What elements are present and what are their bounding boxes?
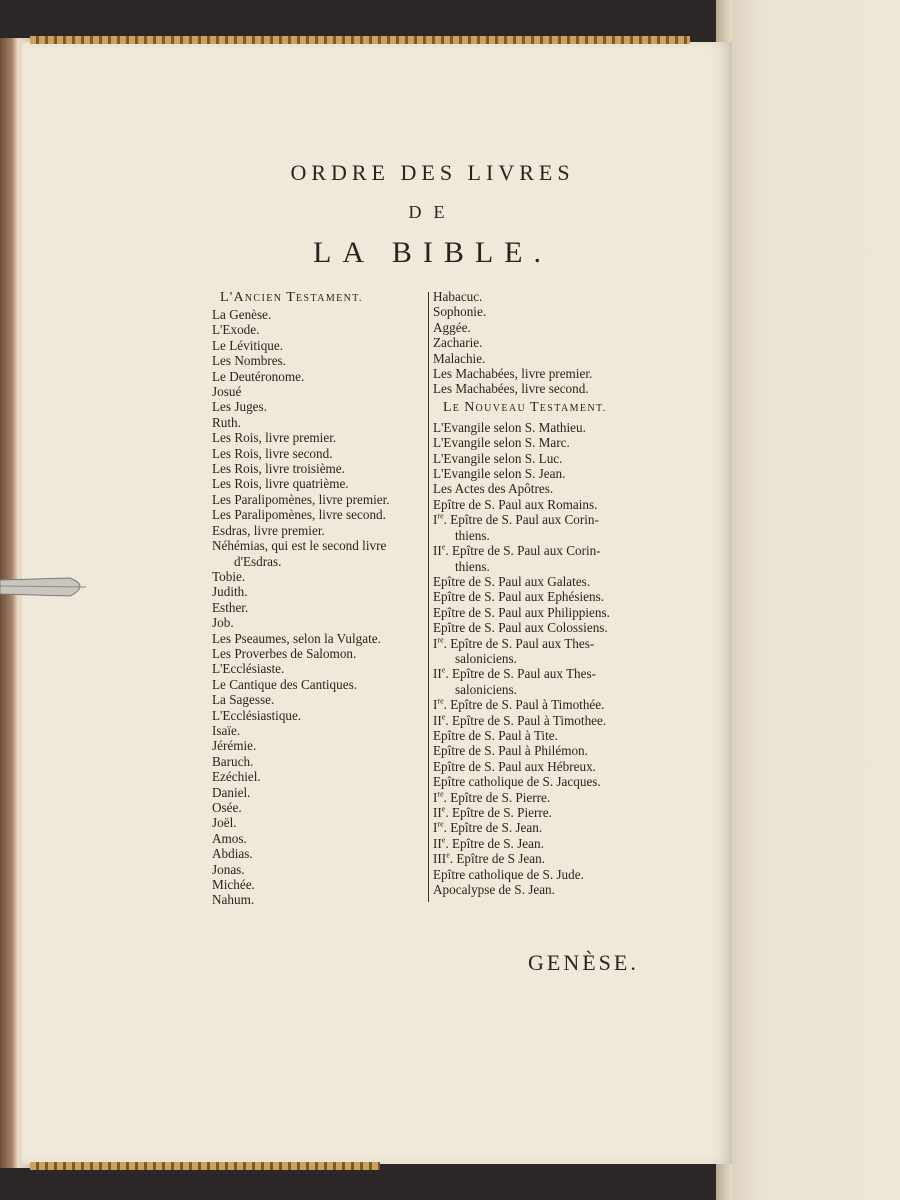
list-item: Sophonie. (433, 304, 487, 320)
list-item: L'Evangile selon S. Mathieu. (433, 419, 586, 435)
list-item: Les Rois, livre troisième. (212, 461, 345, 477)
right-column (433, 289, 658, 897)
ordinal-numeral: I (433, 697, 438, 713)
old-testament-column (212, 289, 427, 908)
list-item: Ezéchiel. (212, 769, 261, 785)
list-item: Isaïe. (212, 722, 241, 738)
list-item: Malachie. (433, 350, 486, 366)
ordinal-suffix: re (437, 696, 444, 706)
list-item: Epître de S. Paul à Tite. (433, 727, 558, 743)
list-item: Epître de S. Paul aux Romains. (433, 496, 598, 512)
gilt-border (30, 36, 690, 44)
list-item: Les Proverbes de Salomon. (212, 645, 357, 661)
list-item-continuation: saloniciens. (455, 681, 517, 697)
page-title-connector: DE (408, 202, 457, 222)
list-item: Epître de S. Paul aux Galates. (433, 573, 591, 589)
list-item: Zacharie. (433, 335, 483, 351)
list-item: Epître de S. Paul aux Philippiens. (433, 604, 610, 620)
ordinal-suffix: e (446, 850, 450, 860)
bookmark-ribbon-icon (0, 572, 92, 602)
list-item: Le Cantique des Cantiques. (212, 676, 358, 692)
list-item: Les Rois, livre premier. (212, 430, 337, 446)
list-item-continuation: thiens. (455, 527, 490, 543)
list-item: Judith. (212, 584, 248, 600)
ordinal-numeral: I (433, 789, 438, 805)
list-item: IIe. Epître de S. Paul aux Thes- (433, 665, 597, 682)
list-item: La Genèse. (212, 307, 272, 322)
list-item: Epître catholique de S. Jacques. (433, 774, 601, 790)
list-item: Le Lévitique. (212, 337, 284, 353)
list-item: Les Rois, livre second. (212, 445, 333, 461)
list-item: L'Ecclésiastique. (212, 707, 302, 723)
ordinal-suffix: e (441, 835, 446, 845)
list-item: Ruth. (212, 414, 241, 430)
list-item: Joël. (212, 815, 237, 831)
ordinal-suffix: e (441, 804, 446, 814)
list-item: Ire. Epître de S. Pierre. (433, 789, 551, 805)
running-head: GENÈSE. (528, 950, 639, 975)
list-item: Job. (212, 615, 234, 631)
list-item: IIe. Epître de S. Pierre. (433, 804, 552, 820)
old-testament-heading: L'ANCIEN TESTAMENT. (220, 290, 363, 305)
list-item: Les Machabées, livre second. (433, 381, 589, 397)
list-item: IIe. Epître de S. Paul à Timothee. (433, 712, 607, 728)
ordinal-numeral: II (433, 543, 442, 559)
list-item: IIIe. Epître de S Jean. (433, 850, 545, 867)
list-item: IIe. Epître de S. Jean. (433, 835, 544, 851)
ordinal-numeral: II (433, 835, 442, 851)
list-item: Les Paralipomènes, livre second. (212, 507, 386, 523)
ordinal-numeral: III (433, 851, 447, 867)
list-item: Nahum. (212, 892, 255, 908)
ordinal-suffix: re (437, 635, 444, 645)
list-item: Habacuc. (433, 289, 483, 304)
ordinal-numeral: I (433, 635, 438, 651)
list-item: Baruch. (212, 753, 254, 769)
list-item: Michée. (212, 877, 255, 893)
list-item: Néhémias, qui est le second livre (212, 538, 387, 554)
gilt-border (30, 1162, 380, 1170)
list-item: Josué (212, 384, 242, 400)
page-title-main: LA BIBLE. (313, 236, 552, 269)
list-item: L'Evangile selon S. Luc. (433, 450, 563, 466)
list-item: Epître de S. Paul à Philémon. (433, 743, 588, 759)
list-item: Apocalypse de S. Jean. (433, 882, 555, 898)
list-item: Ire. Epître de S. Paul aux Thes- (433, 635, 595, 651)
list-item: L'Evangile selon S. Jean. (433, 466, 566, 482)
list-item: L'Evangile selon S. Marc. (433, 435, 570, 451)
ordinal-suffix: e (441, 712, 446, 722)
list-item: Ire. Epître de S. Paul aux Corin- (433, 511, 599, 528)
list-item: Aggée. (433, 319, 471, 335)
list-item: Epître catholique de S. Jude. (433, 866, 584, 882)
list-item-continuation: d'Esdras. (234, 553, 282, 569)
list-item: Les Actes des Apôtres. (433, 481, 554, 497)
list-item: Les Paralipomènes, livre premier. (212, 491, 390, 507)
list-item: Les Rois, livre quatrième. (212, 476, 349, 492)
list-item: Tobie. (212, 568, 246, 584)
list-item: Epître de S. Paul aux Ephésiens. (433, 589, 605, 605)
list-item: Ire. Epître de S. Paul à Timothée. (433, 696, 605, 713)
list-item: Esther. (212, 599, 249, 615)
ordinal-suffix: re (437, 511, 444, 521)
ordinal-suffix: e (441, 542, 446, 552)
list-item: Amos. (212, 830, 247, 846)
list-item: Epître de S. Paul aux Colossiens. (433, 620, 608, 636)
list-item: Ire. Epître de S. Jean. (433, 820, 543, 836)
list-item: Epître de S. Paul aux Hébreux. (433, 758, 596, 774)
ordinal-numeral: I (433, 820, 438, 836)
list-item: L'Ecclésiaste. (212, 661, 285, 677)
list-item: La Sagesse. (212, 692, 275, 708)
list-item: Les Machabées, livre premier. (433, 366, 593, 382)
list-item: Les Juges. (212, 399, 267, 415)
list-item: Jonas. (212, 861, 245, 877)
list-item: Le Deutéronome. (212, 368, 305, 384)
list-item: Esdras, livre premier. (212, 522, 325, 538)
list-item: L'Exode. (212, 322, 260, 338)
list-item: IIe. Epître de S. Paul aux Corin- (433, 542, 601, 559)
column-divider (428, 292, 429, 902)
list-item: Daniel. (212, 784, 251, 800)
list-item: Abdias. (212, 846, 253, 862)
list-item-continuation: thiens. (455, 558, 490, 574)
ordinal-numeral: II (433, 666, 442, 682)
ordinal-suffix: re (437, 820, 444, 830)
ordinal-numeral: II (433, 712, 442, 728)
ordinal-suffix: e (441, 665, 446, 675)
ordinal-suffix: re (437, 789, 444, 799)
ordinal-numeral: II (433, 805, 442, 820)
page-title: ORDRE DES LIVRES (290, 160, 575, 185)
list-item: Osée. (212, 800, 242, 815)
list-item-continuation: saloniciens. (455, 650, 517, 666)
ordinal-numeral: I (433, 512, 438, 528)
list-item: Les Nombres. (212, 353, 286, 369)
list-item: Les Pseaumes, selon la Vulgate. (212, 630, 381, 646)
list-item: Jérémie. (212, 738, 257, 754)
new-testament-heading: LE NOUVEAU TESTAMENT. (443, 399, 607, 415)
